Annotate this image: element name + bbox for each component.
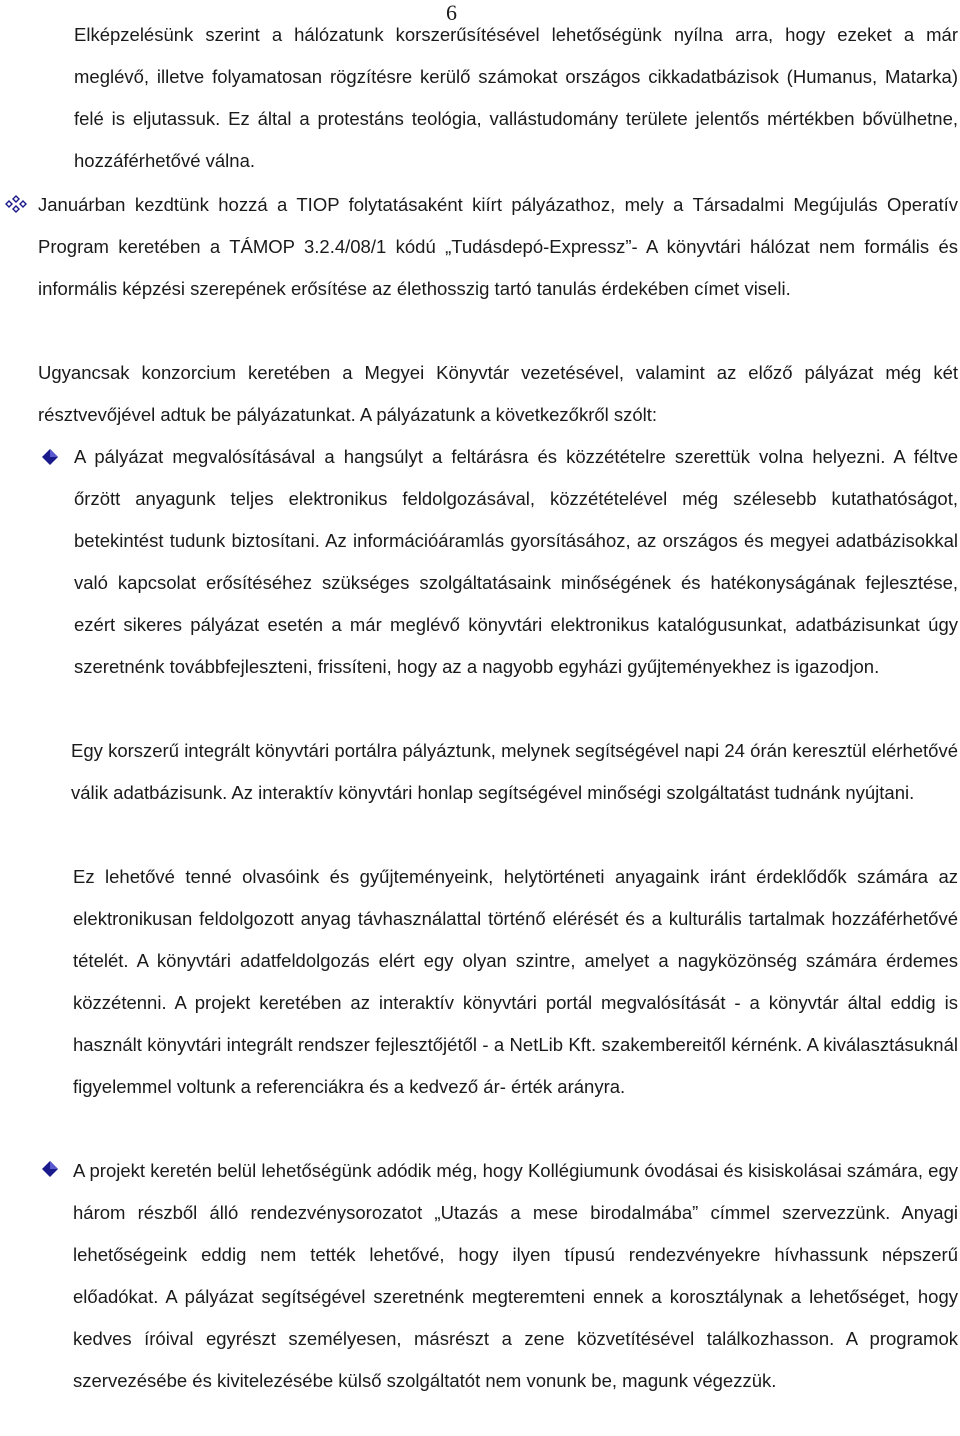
page-number: 6 (446, 0, 457, 25)
diamond-cluster-bullet-icon (4, 195, 28, 213)
paragraph-events: A projekt keretén belül lehetőségünk adódik még, hogy Kollégiumunk óvodásai és kisiskolásai számára, egy három részből álló rendezvénysorozatot „Utazás a mese birodalmába” címmel szervezzünk. Anyagi lehetőségeink eddig nem tették lehetővé, hogy ilyen típusú rendezvényekre hívhassunk népszerű előadókat. A pályázat segítségével szeretnénk megteremteni ennek a korosztálynak a lehetőséget, hogy kedves íróival egyrészt személyesen, másrészt a zene közvetítésével találkozhasson. A programok szervezésébe és kivitelezésébe külső szolgáltatót nem vonunk be, magunk végezzük. (73, 1160, 958, 1391)
paragraph-tamop-application: Januárban kezdtünk hozzá a TIOP folytatásaként kiírt pályázathoz, mely a Társadalmi Megújulás Operatív Program keretében a TÁMOP 3.2.4/08/1 kódú „Tudásdepó-Expressz”- A könyvtári hálózat nem formális és informális képzési szerepének erősítése az élethosszig tartó tanulás érdekében címet viseli. (38, 194, 958, 299)
paragraph-database-plans: Elképzelésünk szerint a hálózatunk korszerűsítésével lehetőségünk nyílna arra, hogy ezeket a már meglévő, illetve folyamatosan rögzítésre kerülő számokat országos cikkadatbázisok (Humanus, Matarka) felé is eljutassuk. Ez által a protestáns teológia, vallástudomány területe jelentős mértékben bővülhetne, hozzáférhetővé válna. (74, 24, 958, 171)
diamond-bullet-icon (38, 1160, 62, 1178)
paragraph-access: Ez lehetővé tenné olvasóink és gyűjteményeink, helytörténeti anyagaink iránt érdeklődők számára az elektronikusan feldolgozott anyag távhasználattal történő elérését és a kulturális tartalmak hozzáférhetővé tételét. A könyvtári adatfeldolgozás elért egy olyan szintre, amelyet a nagyközönség számára érdemes közzétenni. A projekt keretében az interaktív könyvtári portál megvalósítását - a könyvtár által eddig is használt könyvtári integrált rendszer fejlesztőjétől - a NetLib Kft. szakembereitől kérnénk. A kiválasztásuknál figyelemmel voltunk a referenciákra és a kedvező ár- érték arányra. (73, 866, 958, 1097)
paragraph-project-goals: A pályázat megvalósításával a hangsúlyt a feltárásra és közzétételre szerettük volna helyezni. A féltve őrzött anyagunk teljes elektronikus feldolgozásával, közzétételével még szélesebb kutathatóságot, betekintést tudunk biztosítani. Az információáramlás gyorsításához, az országos és megyei adatbázisokkal való kapcsolat erősítéséhez szükséges szolgáltatásaink minőségének és hatékonyságának fejlesztése, ezért sikeres pályázat esetén a már meglévő könyvtári elektronikus katalógusunkat, adatbázisunkat úgy szeretnénk továbbfejleszteni, frissíteni, hogy az a nagyobb egyházi gyűjteményekhez is igazodjon. (74, 446, 958, 677)
paragraph-portal: Egy korszerű integrált könyvtári portálra pályáztunk, melynek segítségével napi 24 órán keresztül elérhetővé válik adatbázisunk. Az interaktív könyvtári honlap segítségével minőségi szolgáltatást tudnánk nyújtani. (71, 740, 958, 803)
diamond-bullet-icon (38, 448, 62, 466)
paragraph-consortium: Ugyancsak konzorcium keretében a Megyei Könyvtár vezetésével, valamint az előző pályázat még két résztvevőjével adtuk be pályázatunkat. A pályázatunk a következőkről szólt: (38, 362, 958, 425)
